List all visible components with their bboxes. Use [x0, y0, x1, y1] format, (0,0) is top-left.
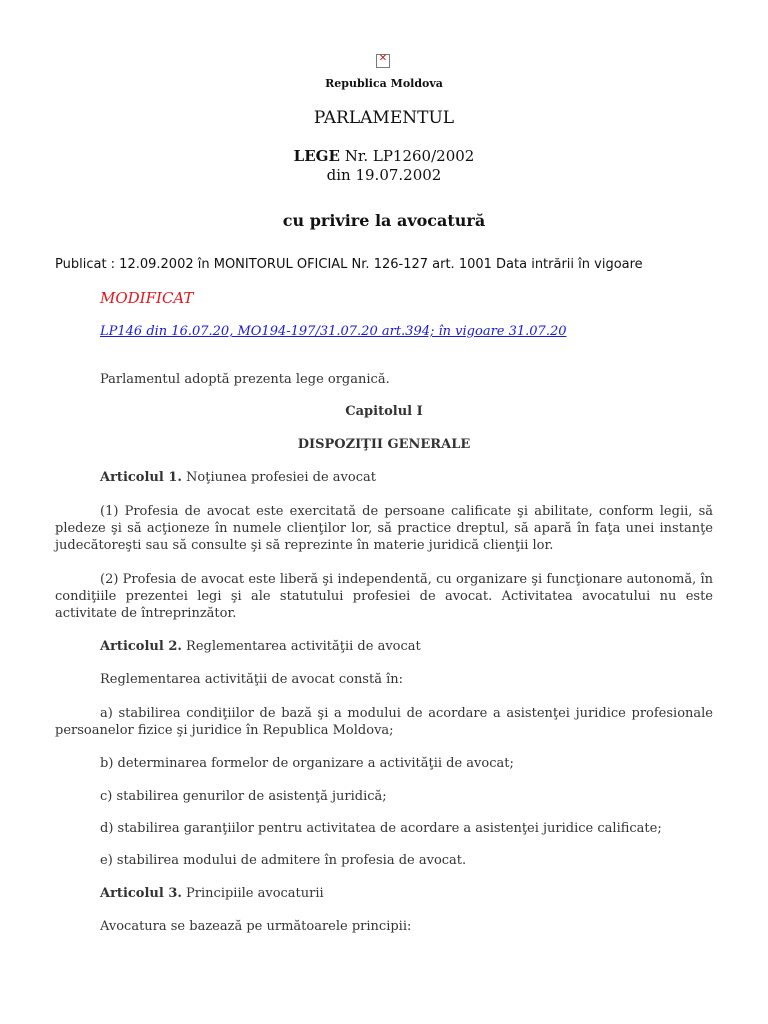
article-2-title: Reglementarea activităţii de avocat — [186, 639, 421, 654]
article-1-heading — [100, 470, 376, 485]
law-date: din 19.07.2002 — [326, 166, 442, 184]
article-2-item-e: e) stabilirea modului de admitere în profesia de avocat. — [100, 853, 467, 868]
article-1-label: Articolul 1. — [100, 470, 182, 485]
law-title: cu privire la avocatură — [282, 211, 486, 230]
publication-info: Publicat : 12.09.2002 în MONITORUL OFICIAL Nr. 126-127 art. 1001 Data intrării în vigoare — [55, 257, 643, 272]
amendment-link[interactable]: LP146 din 16.07.20, MO194-197/31.07.20 art.394; în vigoare 31.07.20 — [100, 324, 567, 339]
institution-name: PARLAMENTUL — [313, 108, 455, 128]
law-label: LEGE — [293, 147, 340, 165]
article-1-paragraph-1: (1) Profesia de avocat este exercitată de persoane calificate şi abilitate, conform legii, să pledeze şi să acţioneze în numele clienţilor lor, să practice dreptul, să apară în faţa unei instanţe judecătoreşti sau să consulte şi să reprezinte în materie juridică clienţii lor. — [55, 504, 713, 553]
article-2-item-b: b) determinarea formelor de organizare a activităţii de avocat; — [100, 756, 514, 771]
intro-text: Parlamentul adoptă prezenta lege organică. — [100, 372, 390, 387]
article-2-item-d: d) stabilirea garanţiilor pentru activitatea de acordare a asistenţei juridice calificate; — [100, 821, 662, 836]
article-2-intro: Reglementarea activităţii de avocat constă în: — [100, 672, 403, 687]
article-2-item-a: a) stabilirea condiţiilor de bază şi a modului de acordare a asistenţei juridice profesionale persoanelor fizice şi juridice în Republica Moldova; — [55, 706, 713, 738]
modified-label: MODIFICAT — [100, 289, 194, 307]
article-2-label: Articolul 2. — [100, 639, 182, 654]
article-1-paragraph-2: (2) Profesia de avocat este liberă şi independentă, cu organizare şi funcţionare autonomă, în condiţiile prezentei legi şi ale statutului profesiei de avocat. Activitatea avocatului nu este activitate de întreprinzător. — [55, 572, 713, 621]
broken-image-icon — [376, 54, 390, 68]
article-3-label: Articolul 3. — [100, 886, 182, 901]
article-3-title: Principiile avocaturii — [186, 886, 324, 901]
law-number-line — [0, 147, 768, 165]
article-3-heading — [100, 886, 324, 901]
chapter-title: DISPOZIŢII GENERALE — [297, 437, 471, 452]
law-number: Nr. LP1260/2002 — [344, 147, 475, 165]
article-3-intro: Avocatura se bazează pe următoarele principii: — [100, 919, 412, 934]
article-2-item-c: c) stabilirea genurilor de asistenţă juridică; — [100, 789, 387, 804]
article-1-title: Noţiunea profesiei de avocat — [186, 470, 376, 485]
article-2-heading — [100, 639, 421, 654]
chapter-heading: Capitolul I — [345, 404, 423, 419]
country-name: Republica Moldova — [325, 77, 443, 90]
